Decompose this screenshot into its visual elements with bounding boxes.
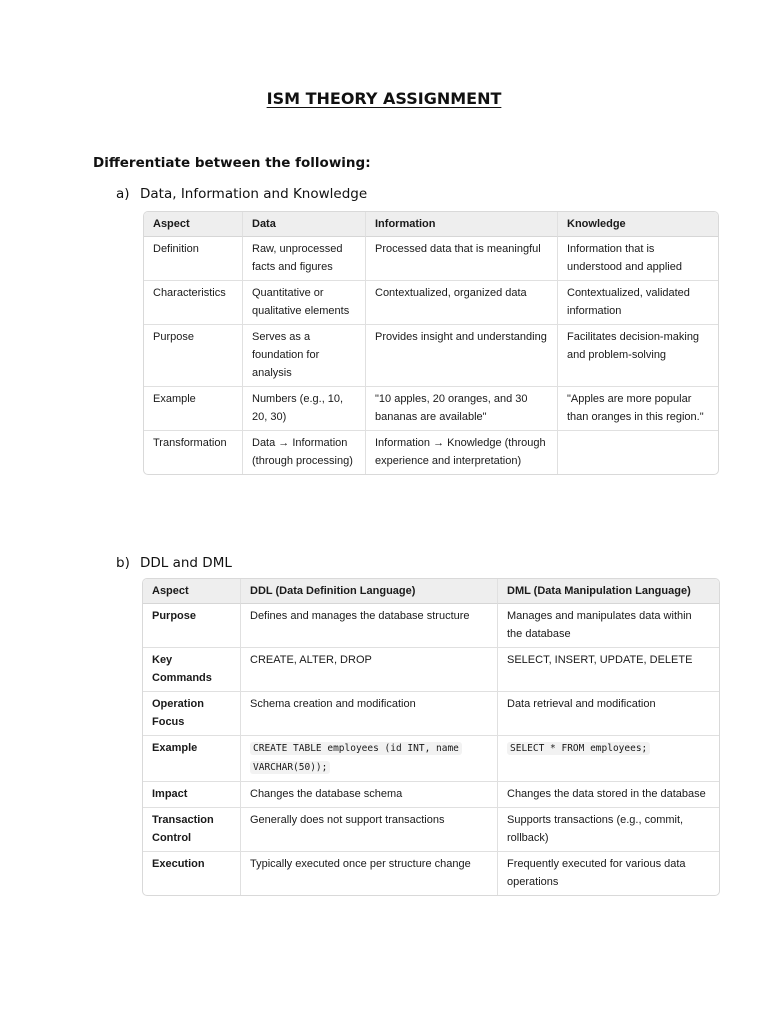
- data-information-knowledge-table: [143, 211, 719, 475]
- cell-ddl: Schema creation and modification: [241, 692, 498, 736]
- cell-aspect: Transaction Control: [143, 808, 241, 852]
- column-header-knowledge: Knowledge: [558, 212, 718, 237]
- table-row: [143, 852, 719, 895]
- column-header-data: Data: [243, 212, 366, 237]
- column-header-information: Information: [366, 212, 558, 237]
- section-b-title: DDL and DML: [140, 555, 232, 571]
- table-row: [143, 648, 719, 692]
- cell-ddl: [241, 736, 498, 782]
- cell-ddl: Generally does not support transactions: [241, 808, 498, 852]
- cell-information: Information → Knowledge (through experience and interpretation): [366, 431, 558, 474]
- table-header-row: [144, 212, 718, 237]
- cell-data: Data → Information (through processing): [243, 431, 366, 474]
- table-row: [143, 692, 719, 736]
- cell-knowledge: Facilitates decision-making and problem-solving: [558, 325, 718, 387]
- cell-knowledge: Information that is understood and applied: [558, 237, 718, 281]
- cell-aspect: Characteristics: [144, 281, 243, 325]
- cell-dml: Manages and manipulates data within the database: [498, 604, 719, 648]
- cell-information: "10 apples, 20 oranges, and 30 bananas are available": [366, 387, 558, 431]
- cell-information: Processed data that is meaningful: [366, 237, 558, 281]
- table-row: [143, 736, 719, 782]
- cell-ddl: Changes the database schema: [241, 782, 498, 808]
- column-header-aspect: Aspect: [143, 579, 241, 604]
- cell-dml: [498, 736, 719, 782]
- code-snippet-dml: SELECT * FROM employees;: [507, 742, 650, 755]
- cell-ddl: CREATE, ALTER, DROP: [241, 648, 498, 692]
- cell-dml: Changes the data stored in the database: [498, 782, 719, 808]
- table-row: [143, 782, 719, 808]
- ddl-dml-table: [142, 578, 720, 896]
- column-header-aspect: Aspect: [144, 212, 243, 237]
- section-a-marker: a): [116, 186, 130, 202]
- column-header-ddl: DDL (Data Definition Language): [241, 579, 498, 604]
- table-row: [143, 808, 719, 852]
- cell-aspect: Example: [143, 736, 241, 782]
- cell-dml: Frequently executed for various data operations: [507, 858, 686, 888]
- cell-knowledge: [558, 431, 718, 474]
- cell-data: Quantitative or qualitative elements: [243, 281, 366, 325]
- column-header-dml: DML (Data Manipulation Language): [498, 579, 719, 604]
- cell-aspect: Transformation: [144, 431, 243, 474]
- cell-data: Raw, unprocessed facts and figures: [243, 237, 366, 281]
- section-b-heading: [116, 555, 232, 571]
- cell-ddl: Defines and manages the database structure: [241, 604, 498, 648]
- cell-aspect: Execution: [143, 852, 241, 895]
- page-title-text: ISM THEORY ASSIGNMENT: [266, 89, 502, 108]
- section-b-marker: b): [116, 555, 130, 571]
- cell-dml: SELECT, INSERT, UPDATE, DELETE: [498, 648, 719, 692]
- table-row: [144, 281, 718, 325]
- cell-dml: Supports transactions (e.g., commit, rollback): [498, 808, 719, 852]
- table-row: [144, 325, 718, 387]
- cell-aspect: Impact: [143, 782, 241, 808]
- cell-knowledge: Contextualized, validated information: [558, 281, 718, 325]
- section-a-title: Data, Information and Knowledge: [140, 186, 368, 202]
- cell-aspect: Operation Focus: [143, 692, 241, 736]
- cell-data: Serves as a foundation for analysis: [243, 325, 366, 387]
- table-row: [144, 237, 718, 281]
- question-heading: Differentiate between the following:: [93, 155, 371, 171]
- table-row: [144, 431, 718, 474]
- cell-aspect: Purpose: [144, 325, 243, 387]
- cell-aspect: Example: [144, 387, 243, 431]
- cell-aspect: Purpose: [143, 604, 241, 648]
- table-row: [144, 387, 718, 431]
- cell-information: Provides insight and understanding: [366, 325, 558, 387]
- cell-aspect: Key Commands: [143, 648, 241, 692]
- section-a-heading: [116, 186, 367, 202]
- cell-ddl: Typically executed once per structure change: [241, 852, 498, 895]
- cell-dml: Data retrieval and modification: [498, 692, 719, 736]
- table-row: [143, 604, 719, 648]
- cell-data: Numbers (e.g., 10, 20, 30): [243, 387, 366, 431]
- cell-information: Contextualized, organized data: [366, 281, 558, 325]
- code-snippet-ddl: CREATE TABLE employees (id INT, name VARCHAR(50));: [250, 742, 462, 774]
- cell-knowledge: "Apples are more popular than oranges in this region.": [558, 387, 718, 431]
- page-title: [0, 89, 768, 108]
- table-header-row: [143, 579, 719, 604]
- cell-aspect: Definition: [144, 237, 243, 281]
